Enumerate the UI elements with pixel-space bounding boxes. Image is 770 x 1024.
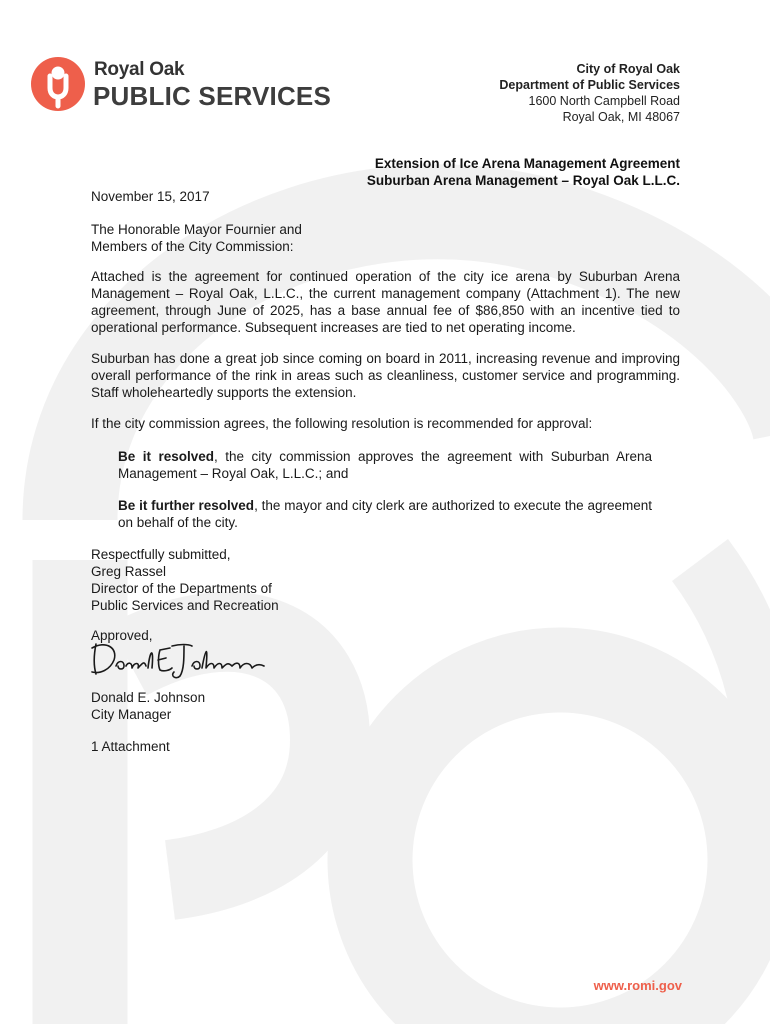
subject-line-1: Extension of Ice Arena Management Agreement — [374, 156, 680, 171]
paragraph-agreement: Attached is the agreement for continued operation of the city ice arena by Suburban Arena Management – Royal Oak, L.L.C., the current management company (Attachment 1). The new agreement, through June of 2025, has a base annual fee of $86,850 with an incentive tied to operational performance. Subsequent increases are tied to net operating income. — [91, 269, 680, 335]
paragraph-performance: Suburban has done a great job since coming on board in 2011, increasing revenue and improving overall performance of the rink in areas such as cleanliness, customer service and programming. Staff wholeheartedly supports the extension. — [91, 351, 680, 400]
resolution-2-text: , the mayor and city clerk are authorized to execute the agreement on behalf of the city. — [118, 498, 652, 530]
address-line-department: Department of Public Services — [499, 78, 680, 92]
logo-wordmark-bottom: PUBLIC SERVICES — [93, 81, 332, 111]
closing-line-2: Greg Rassel — [91, 564, 167, 579]
resolution-1-text: , the city commission approves the agreement with Suburban Arena Management – Royal Oak, L.L.C.; and — [118, 449, 652, 481]
closing-block — [91, 546, 680, 614]
closing-line-4: Public Services and Recreation — [91, 598, 279, 613]
address-line-street: 1600 North Campbell Road — [528, 94, 680, 108]
subject-line-2: Suburban Arena Management – Royal Oak L.L.C. — [366, 173, 680, 188]
salutation — [91, 221, 680, 255]
royal-oak-logo-icon — [30, 56, 86, 112]
logo-wordmark-top: Royal Oak — [94, 59, 185, 80]
resolution-2-lead: Be it further resolved — [118, 498, 255, 513]
royal-oak-logo — [30, 56, 330, 116]
closing-line-1: Respectfully submitted, — [91, 547, 231, 562]
resolution-2 — [118, 497, 652, 531]
closing-line-3: Director of the Departments of — [91, 581, 272, 596]
letter-date: November 15, 2017 — [91, 189, 210, 204]
resolution-1-lead: Be it resolved — [118, 449, 214, 464]
footer-website-link[interactable]: www.romi.gov — [593, 978, 682, 993]
paragraph-recommendation: If the city commission agrees, the following resolution is recommended for approval: — [91, 416, 593, 431]
attachment-count: 1 Attachment — [91, 739, 170, 754]
salutation-line-1: The Honorable Mayor Fournier and — [91, 222, 302, 237]
approved-label: Approved, — [91, 628, 153, 643]
approver-block — [91, 689, 680, 723]
address-line-city: City of Royal Oak — [576, 62, 680, 76]
approver-name: Donald E. Johnson — [91, 690, 206, 705]
approver-title: City Manager — [91, 707, 172, 722]
signature-image — [88, 636, 268, 682]
resolution-1 — [118, 448, 652, 482]
letter-subject — [367, 155, 680, 189]
address-line-city-state-zip: Royal Oak, MI 48067 — [562, 110, 680, 124]
salutation-line-2: Members of the City Commission: — [91, 239, 294, 254]
sender-address — [499, 61, 680, 125]
